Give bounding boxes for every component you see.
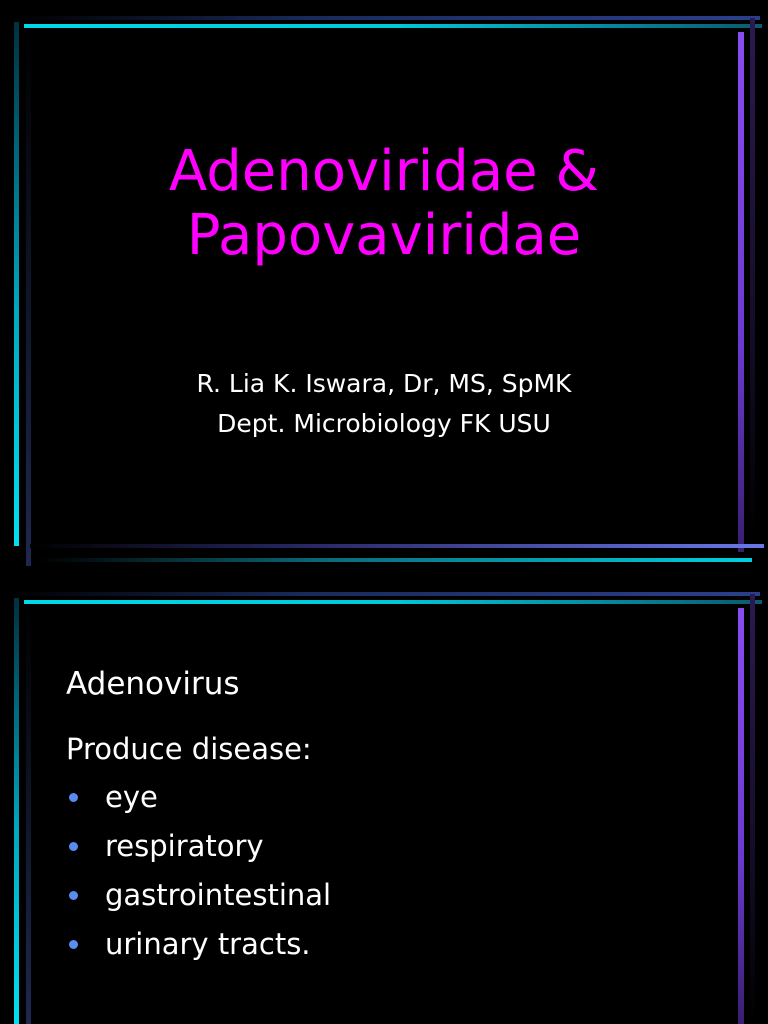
list-item: [66, 828, 331, 877]
top-border-dark-bar: [14, 16, 760, 20]
slide-title: [40, 140, 728, 268]
list-item-label: gastrointestinal: [105, 878, 332, 912]
bullet-dot-icon: [69, 842, 78, 851]
right-border-violet-bar: [738, 32, 744, 552]
bullet-dot-icon: [69, 940, 78, 949]
section-heading: Adenovirus: [66, 666, 240, 702]
left-border-cyan-bar: [14, 22, 19, 546]
top-border-dark-bar: [6, 592, 760, 596]
right-border-dark-bar: [750, 18, 755, 538]
list-item-label: respiratory: [105, 829, 264, 863]
top-border-cyan-bar: [24, 24, 762, 28]
disease-list: [66, 779, 331, 975]
slide-title-line-2: Papovaviridae: [186, 203, 582, 268]
left-border-dark-bar: [26, 30, 31, 566]
left-border-cyan-bar: [14, 598, 19, 1024]
list-item: [66, 779, 331, 828]
slide-subtitle: [40, 364, 728, 444]
bottom-border-violet-bar: [30, 544, 764, 548]
intro-text: Produce disease:: [66, 732, 312, 766]
bullet-dot-icon: [69, 891, 78, 900]
left-border-dark-bar: [26, 606, 31, 1024]
list-item: [66, 877, 331, 926]
content-slide: [0, 576, 768, 1024]
top-border-cyan-bar: [24, 600, 762, 604]
department-name: Dept. Microbiology FK USU: [217, 409, 551, 438]
bullet-dot-icon: [69, 793, 78, 802]
author-name: R. Lia K. Iswara, Dr, MS, SpMK: [196, 369, 572, 398]
list-item: [66, 926, 331, 975]
slide-title-line-1: Adenoviridae &: [168, 139, 600, 204]
bottom-border-cyan-bar: [40, 558, 752, 562]
right-border-dark-bar: [750, 594, 755, 1024]
list-item-label: urinary tracts.: [105, 927, 311, 961]
right-border-violet-bar: [738, 608, 744, 1024]
list-item-label: eye: [105, 780, 158, 814]
